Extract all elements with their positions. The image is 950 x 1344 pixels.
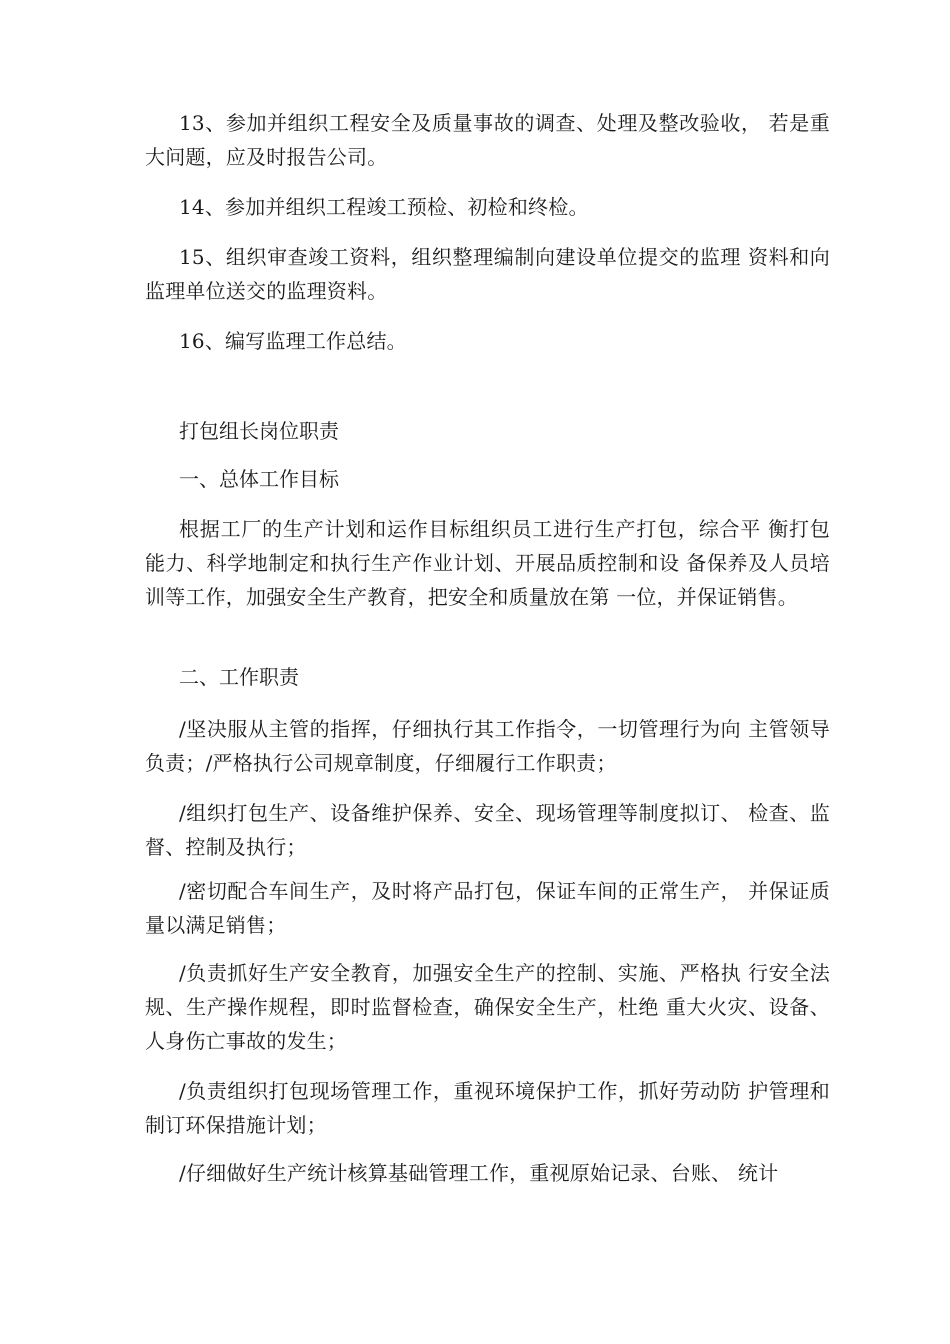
section-title: 打包组长岗位职责 <box>179 419 339 443</box>
duty-item: /组织打包生产、设备维护保养、安全、现场管理等制度拟订、 检查、监督、控制及执行； <box>145 801 830 859</box>
duty-item: /坚决服从主管的指挥，仔细执行其工作指令，一切管理行为向 主管领导负责；/严格执行公司规章制度，仔细履行工作职责； <box>145 717 830 775</box>
duty-item: /负责抓好生产安全教育，加强安全生产的控制、实施、严格执 行安全法规、生产操作规程，即时监督检查，确保安全生产，杜绝 重大火灾、设备、人身伤亡事故的发生； <box>145 961 830 1053</box>
paragraph-item-14: 14、参加并组织工程竣工预检、初检和终检。 <box>179 195 589 219</box>
duty-item: /负责组织打包现场管理工作，重视环境保护工作，抓好劳动防 护管理和制订环保措施计划； <box>145 1079 830 1137</box>
paragraph-item-16: 16、编写监理工作总结。 <box>179 329 407 353</box>
duty-item: /仔细做好生产统计核算基础管理工作，重视原始记录、台账、 统计 <box>179 1161 779 1185</box>
paragraph-item-13: 13、参加并组织工程安全及质量事故的调查、处理及整改验收， 若是重大问题，应及时报告公司。 <box>145 111 830 169</box>
heading-duties: 二、工作职责 <box>179 665 299 689</box>
heading-overall-goal: 一、总体工作目标 <box>179 467 339 491</box>
goal-paragraph: 根据工厂的生产计划和运作目标组织员工进行生产打包，综合平 衡打包能力、科学地制定和执行生产作业计划、开展品质控制和设 备保养及人员培训等工作，加强安全生产教育，把安全和质量放在第 一位，并保证销售。 <box>145 517 830 609</box>
duty-item: /密切配合车间生产，及时将产品打包，保证车间的正常生产， 并保证质量以满足销售； <box>145 879 830 937</box>
paragraph-item-15: 15、组织审查竣工资料，组织整理编制向建设单位提交的监理 资料和向监理单位送交的监理资料。 <box>145 245 830 303</box>
